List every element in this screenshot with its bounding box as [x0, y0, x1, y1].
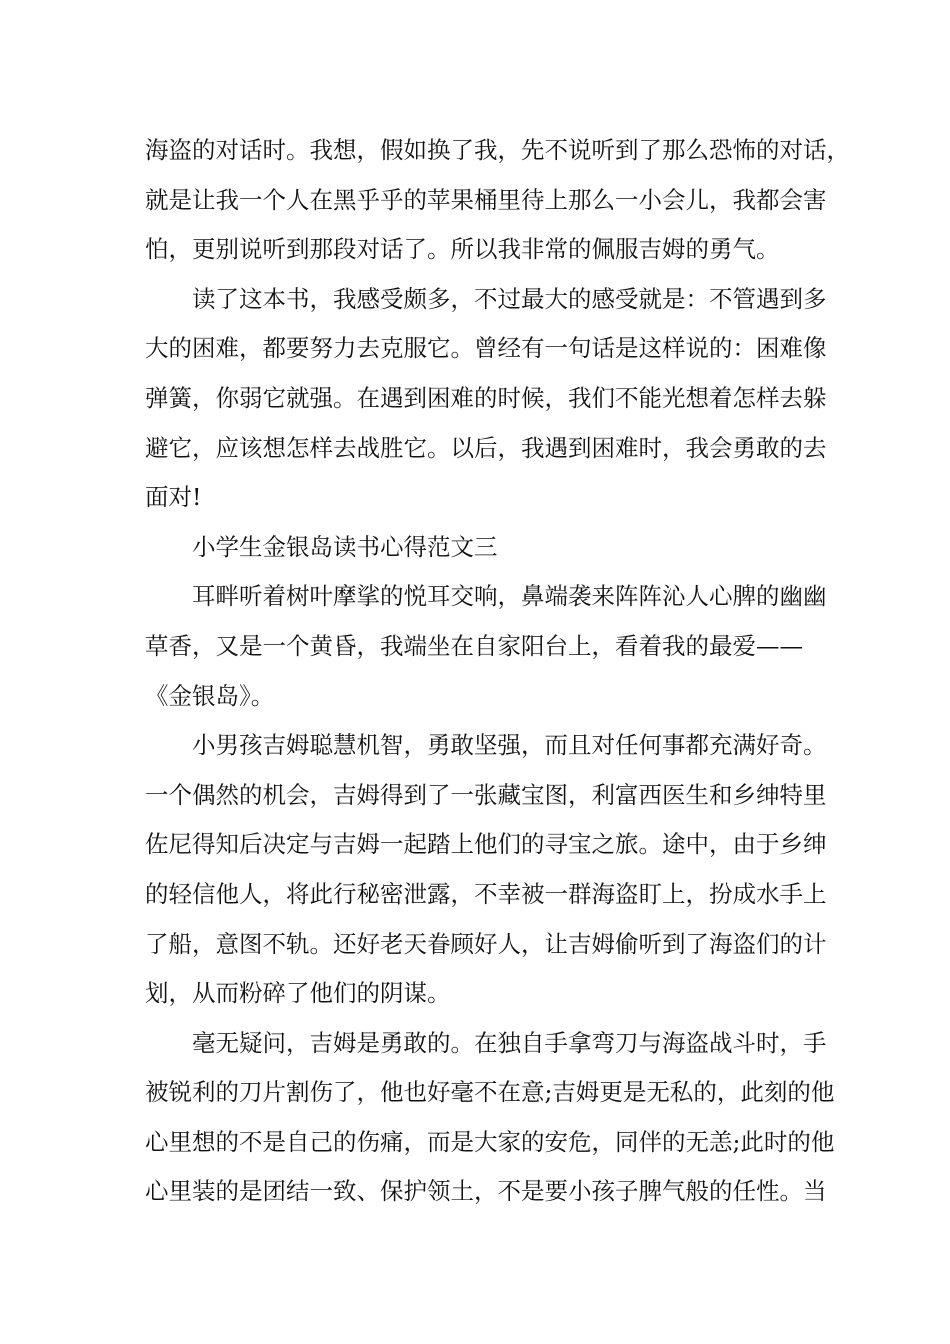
- text-line: 草香，又是一个黄昏，我端坐在自家阳台上，看着我的最爱——: [145, 631, 803, 660]
- paragraph-start-line: 耳畔听着树叶摩挲的悦耳交响，鼻端袭来阵阵沁人心脾的幽幽: [192, 582, 827, 611]
- text-line: 划，从而粉碎了他们的阴谋。: [145, 979, 451, 1008]
- text-line: 怕，更别说听到那段对话了。所以我非常的佩服吉姆的勇气。: [145, 235, 780, 264]
- text-line: 就是让我一个人在黑乎乎的苹果桶里待上那么一小会儿，我都会害: [145, 185, 827, 214]
- text-line: 避它，应该想怎样去战胜它。以后，我遇到困难时，我会勇敢的去: [145, 433, 827, 462]
- paragraph-start-line: 毫无疑问，吉姆是勇敢的。在独自手拿弯刀与海盗战斗时，手: [192, 1028, 827, 1057]
- text-line: 《金银岛》。: [145, 681, 275, 710]
- text-line: 海盗的对话时。我想，假如换了我，先不说听到了那么恐怖的对话，: [145, 136, 850, 164]
- text-line: 面对!: [145, 483, 202, 512]
- text-line: 心里想的不是自己的伤痛，而是大家的安危，同伴的无恙;此时的他: [145, 1127, 835, 1156]
- text-line: 心里装的是团结一致、保护领土，不是要小孩子脾气般的任性。当: [145, 1177, 827, 1206]
- document-body: [145, 126, 850, 1217]
- text-line: 一个偶然的机会，吉姆得到了一张藏宝图，利富西医生和乡绅特里: [145, 780, 827, 809]
- text-line: 佐尼得知后决定与吉姆一起踏上他们的寻宝之旅。途中，由于乡绅: [145, 830, 827, 859]
- text-line: 大的困难，都要努力去克服它。曾经有一句话是这样说的：困难像: [145, 334, 827, 363]
- text-line: 的轻信他人，将此行秘密泄露，不幸被一群海盗盯上，扮成水手上: [145, 879, 827, 908]
- section-heading: 小学生金银岛读书心得范文三: [192, 532, 498, 561]
- text-line: 了船，意图不轨。还好老天眷顾好人，让吉姆偷听到了海盗们的计: [145, 929, 827, 958]
- paragraph-start-line: 小男孩吉姆聪慧机智，勇敢坚强，而且对任何事都充满好奇。: [192, 731, 827, 760]
- text-line: 被锐利的刀片割伤了，他也好毫不在意;吉姆更是无私的，此刻的他: [145, 1078, 835, 1107]
- paragraph-start-line: 读了这本书，我感受颇多，不过最大的感受就是：不管遇到多: [192, 284, 827, 313]
- text-line: 弹簧，你弱它就强。在遇到困难的时候，我们不能光想着怎样去躲: [145, 383, 827, 412]
